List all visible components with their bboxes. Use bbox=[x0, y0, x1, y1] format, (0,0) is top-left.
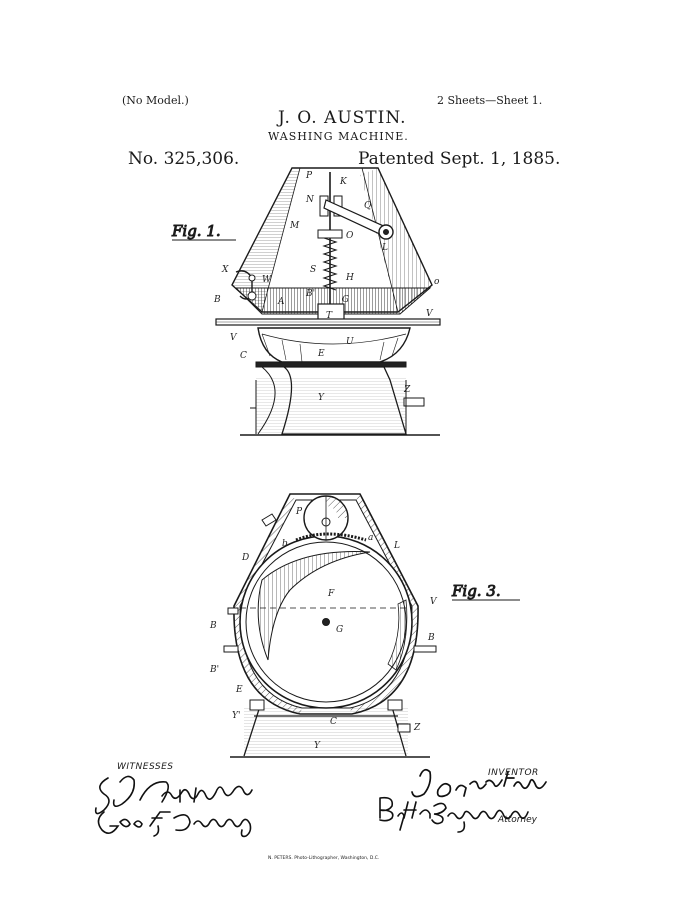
label-b-prime: B' bbox=[306, 289, 316, 299]
patent-number: No. 325,306. bbox=[128, 149, 240, 169]
printer-credit: N. PETERS. Photo-Lithographer, Washington, D.C. bbox=[268, 856, 380, 861]
witness-signature-1 bbox=[96, 776, 252, 813]
witness-signature-2 bbox=[98, 812, 250, 836]
witnesses-label: WITNESSES bbox=[117, 762, 174, 772]
label-c: C bbox=[240, 351, 247, 361]
invention-title: WASHING MACHINE. bbox=[268, 130, 409, 143]
label-k: K bbox=[340, 177, 347, 187]
label-b3-right: B bbox=[428, 633, 435, 643]
label-l3: L bbox=[394, 541, 400, 551]
label-t: T bbox=[326, 311, 333, 321]
shaft-right bbox=[414, 646, 436, 652]
shaft-left bbox=[224, 646, 238, 652]
label-z3: Z bbox=[414, 723, 421, 733]
label-x: X bbox=[222, 265, 229, 275]
figure-1 bbox=[171, 168, 440, 435]
fig-3-label bbox=[451, 582, 520, 600]
label-b-small: b bbox=[282, 539, 288, 549]
label-y3: Y bbox=[314, 741, 320, 751]
label-b3-prime: B' bbox=[210, 665, 220, 675]
label-e: E bbox=[318, 349, 325, 359]
label-v3: V bbox=[430, 597, 437, 607]
inventor-label: INVENTOR bbox=[488, 768, 539, 778]
label-o-small: o bbox=[434, 277, 440, 287]
label-s: S bbox=[310, 265, 317, 275]
inventor-name-heading: J. O. AUSTIN. bbox=[278, 108, 407, 128]
attorney-label: Attorney bbox=[498, 815, 537, 825]
label-b: B bbox=[214, 295, 221, 305]
label-a-small: a bbox=[368, 533, 374, 543]
label-c3: C bbox=[330, 717, 337, 727]
label-a: A bbox=[278, 297, 285, 307]
fig-1-text: Fig. 1. bbox=[172, 222, 221, 240]
label-v-left: V bbox=[230, 333, 237, 343]
patent-date: Patented Sept. 1, 1885. bbox=[358, 149, 561, 169]
label-p: P bbox=[306, 171, 313, 181]
tub-bowl bbox=[258, 328, 410, 362]
label-b3-left: B bbox=[210, 621, 217, 631]
label-q: Q bbox=[364, 201, 372, 211]
label-l: L bbox=[382, 243, 388, 253]
label-y3-prime: Y' bbox=[232, 711, 241, 721]
label-z: Z bbox=[404, 385, 411, 395]
fig-1-label bbox=[171, 222, 236, 240]
label-d3: D bbox=[242, 553, 250, 563]
label-v-right: V bbox=[426, 309, 433, 319]
no-model-note: (No Model.) bbox=[122, 94, 189, 107]
label-w: W bbox=[262, 275, 272, 285]
label-g3: G bbox=[336, 625, 344, 635]
label-f3: F bbox=[328, 589, 335, 599]
label-p3: P bbox=[296, 507, 303, 517]
label-g: G bbox=[342, 295, 350, 305]
label-u: U bbox=[346, 337, 354, 347]
label-y: Y bbox=[318, 393, 324, 403]
fig-3-text: Fig. 3. bbox=[452, 582, 501, 600]
label-h: H bbox=[346, 273, 354, 283]
label-o: O bbox=[346, 231, 354, 241]
figure-3 bbox=[209, 494, 520, 757]
base-plate bbox=[256, 362, 406, 367]
label-n: N bbox=[306, 195, 314, 205]
label-m: M bbox=[290, 221, 300, 231]
label-e3: E bbox=[236, 685, 243, 695]
sheet-count: 2 Sheets—Sheet 1. bbox=[437, 94, 543, 107]
